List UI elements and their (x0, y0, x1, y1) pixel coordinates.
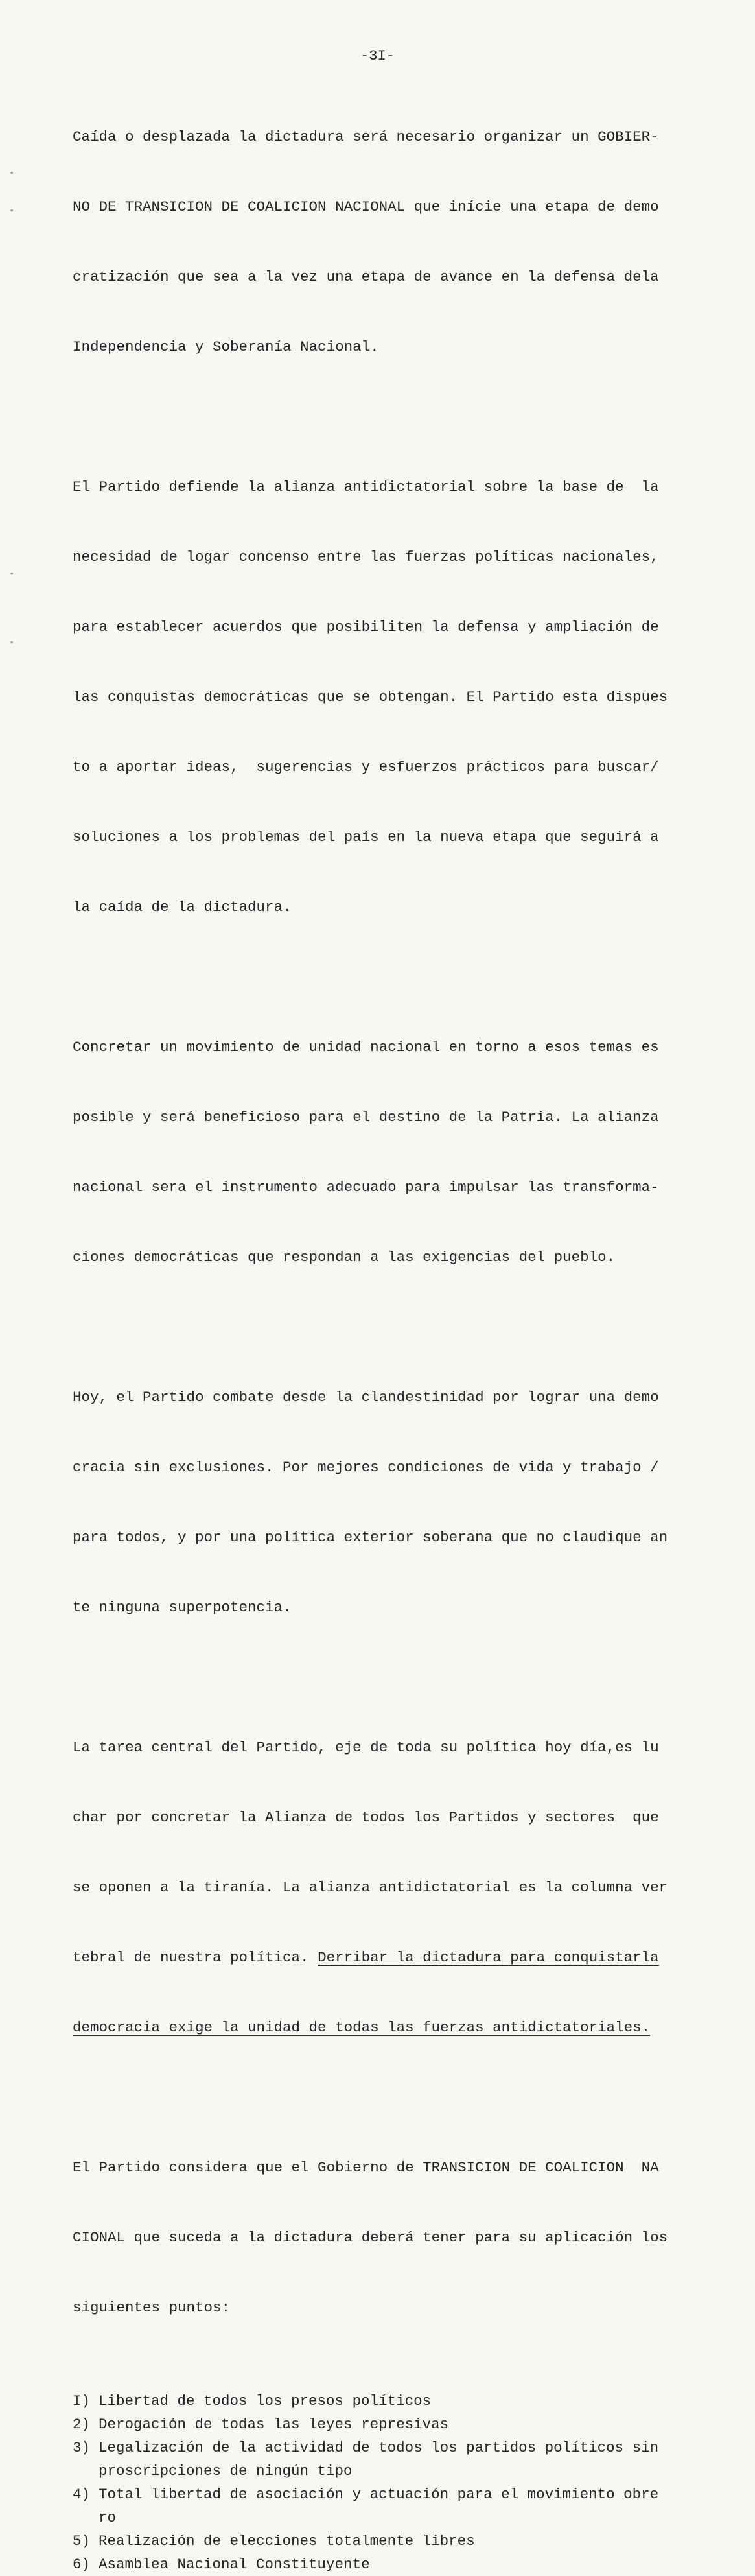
text-line: to a aportar ideas, sugerencias y esfuerzos prácticos para buscar/ (73, 759, 659, 775)
document-body (73, 78, 705, 2576)
text-line: Hoy, el Partido combate desde la clandestinidad por lograr una demo (73, 1389, 659, 1406)
list-item (73, 2413, 705, 2436)
text-line: Legalización de la actividad de todos los partidos políticos sin (99, 2439, 659, 2456)
text-line: ro (99, 2509, 117, 2526)
text-fragment: tebral de nuestra política. (73, 1949, 318, 1966)
list-item-number: 5) (73, 2533, 91, 2549)
text-line: El Partido defiende la alianza antidictatorial sobre la base de la (73, 479, 659, 495)
text-line: char por concretar la Alianza de todos los Partidos y sectores que (73, 1809, 659, 1826)
list-item-number: I) (73, 2393, 91, 2409)
text-line: Realización de elecciones totalmente libres (99, 2533, 475, 2549)
text-line-with-underline (73, 1946, 705, 1969)
text-line: Independencia y Soberanía Nacional. (73, 338, 379, 355)
underlined-text: Derribar la dictadura para conquistarla (318, 1949, 659, 1966)
text-line: para todos, y por una política exterior soberana que no claudique an (73, 1529, 668, 1546)
list-item-number: 3) (73, 2439, 91, 2456)
text-line: NO DE TRANSICION DE COALICION NACIONAL que inície una etapa de demo (73, 198, 659, 215)
text-line: se oponen a la tiranía. La alianza antidictatorial es la columna ver (73, 1879, 668, 1896)
paragraph (73, 78, 705, 405)
text-line: siguientes puntos: (73, 2299, 231, 2316)
text-line: Derogación de todas las leyes represivas (99, 2416, 449, 2433)
list-item-text (99, 2483, 658, 2529)
margin-mark: • (9, 638, 15, 648)
text-line: nacional sera el instrumento adecuado para impulsar las transforma- (73, 1179, 659, 1196)
paragraph (73, 2109, 705, 2366)
margin-mark: • (9, 169, 15, 179)
margin-mark: • (9, 206, 15, 217)
list-item-text (99, 2436, 658, 2483)
page-number: -3I- (360, 48, 395, 64)
text-line: cratización que sea a la vez una etapa de avance en la defensa dela (73, 268, 659, 285)
paragraph (73, 989, 705, 1316)
text-line: El Partido considera que el Gobierno de TRANSICION DE COALICION NA (73, 2159, 659, 2176)
list-item-text (99, 2389, 431, 2413)
text-line: CIONAL que suceda a la dictadura deberá tener para su aplicación los (73, 2229, 668, 2246)
text-line: Total libertad de asociación y actuación para el movimiento obre (99, 2486, 659, 2503)
paragraph (73, 1339, 705, 1666)
text-line: cracia sin exclusiones. Por mejores condiciones de vida y trabajo / (73, 1459, 659, 1476)
text-line: para establecer acuerdos que posibiliten la defensa y ampliación de (73, 619, 659, 635)
text-line: La tarea central del Partido, eje de toda su política hoy día,es lu (73, 1739, 659, 1756)
text-line: Libertad de todos los presos políticos (99, 2393, 432, 2409)
paragraph (73, 429, 705, 965)
list-item (73, 2389, 705, 2413)
text-line: las conquistas democráticas que se obtengan. El Partido esta dispues (73, 689, 668, 705)
text-line: posible y será beneficioso para el destino de la Patria. La alianza (73, 1109, 659, 1126)
text-line: Concretar un movimiento de unidad nacional en torno a esos temas es (73, 1039, 659, 1056)
list-item (73, 2436, 705, 2483)
text-line: proscripciones de ningún tipo (99, 2463, 353, 2479)
paragraph (73, 1689, 705, 2086)
list-item-number: 6) (73, 2556, 91, 2573)
text-line: Asamblea Nacional Constituyente (99, 2556, 370, 2573)
list-item-text (99, 2553, 370, 2576)
numbered-list (73, 2389, 705, 2576)
underlined-text-line: democracia exige la unidad de todas las fuerzas antidictatoriales. (73, 2019, 651, 2036)
margin-mark: • (9, 569, 15, 580)
text-line: te ninguna superpotencia. (73, 1599, 292, 1616)
text-line: necesidad de logar concenso entre las fuerzas políticas nacionales, (73, 549, 659, 565)
text-line: la caída de la dictadura. (73, 899, 292, 916)
list-item (73, 2553, 705, 2576)
list-item (73, 2529, 705, 2553)
list-item-number: 4) (73, 2486, 91, 2503)
text-line: soluciones a los problemas del país en la nueva etapa que seguirá a (73, 829, 659, 845)
list-item (73, 2483, 705, 2529)
text-line: Caída o desplazada la dictadura será necesario organizar un GOBIER- (73, 128, 659, 145)
list-item-number: 2) (73, 2416, 91, 2433)
list-item-text (99, 2413, 448, 2436)
list-item-text (99, 2529, 475, 2553)
text-line: ciones democráticas que respondan a las exigencias del pueblo. (73, 1249, 616, 1266)
